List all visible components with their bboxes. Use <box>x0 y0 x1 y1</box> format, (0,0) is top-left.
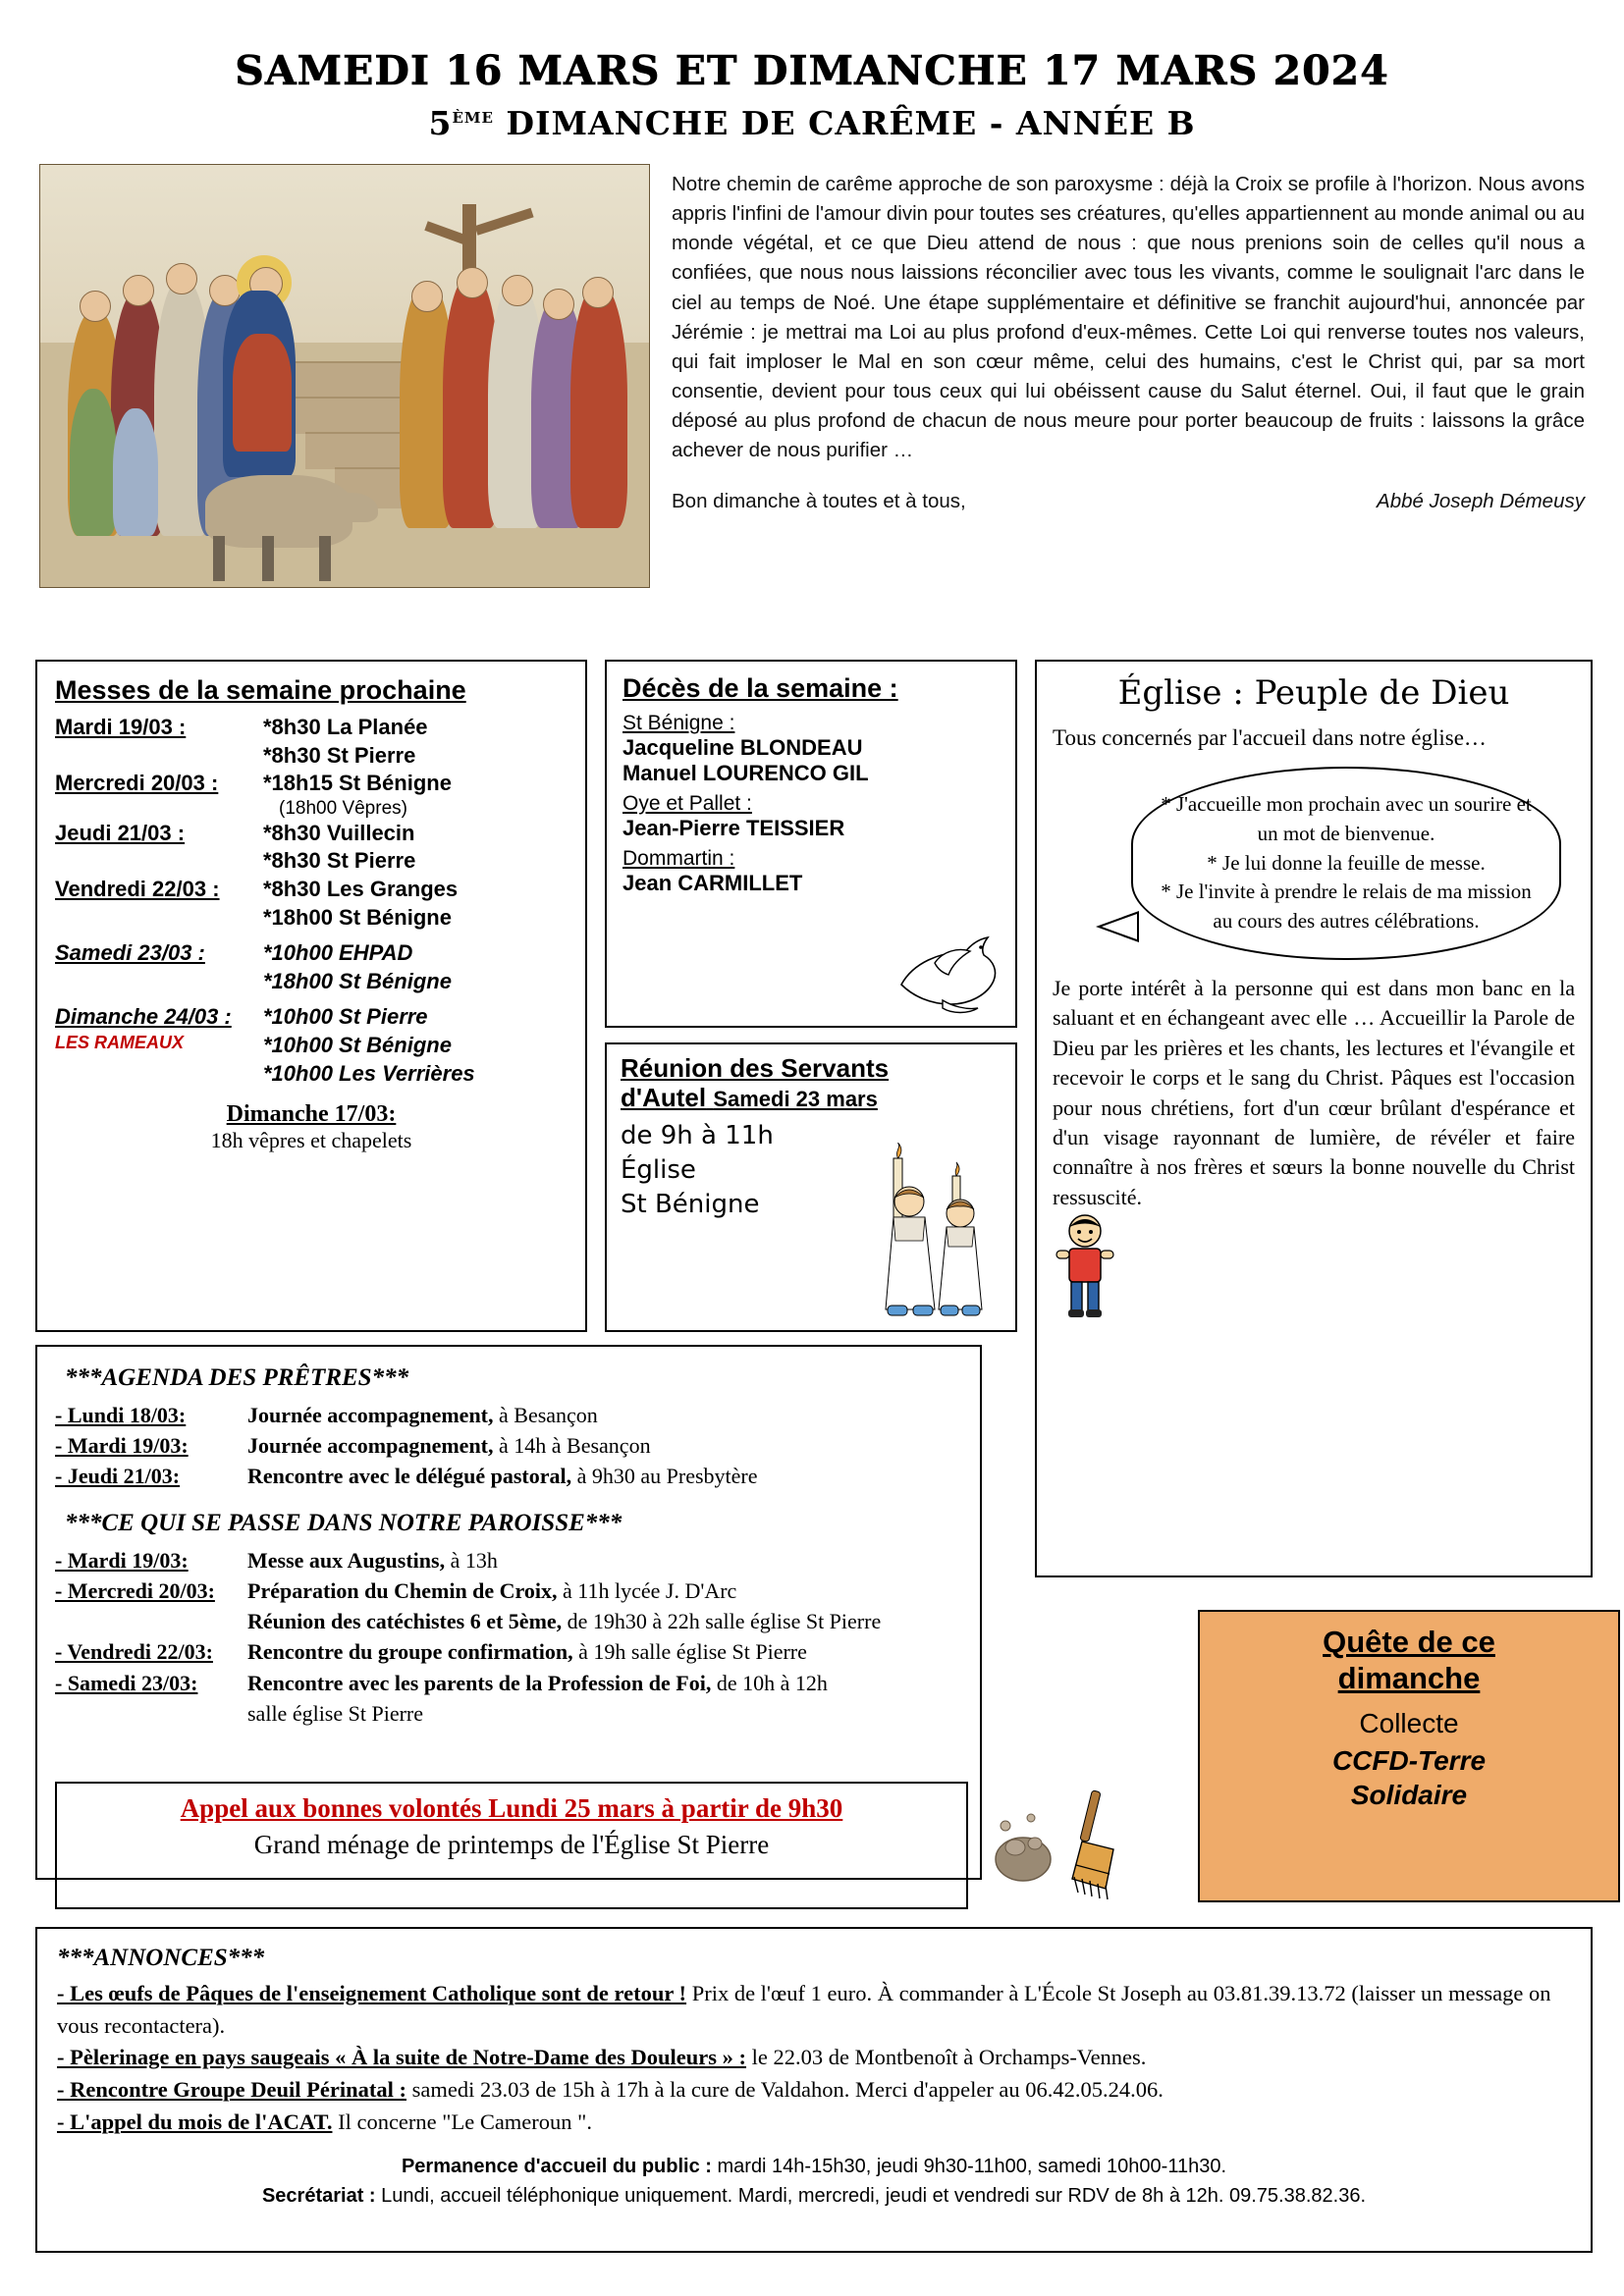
mass-value: *8h30 La Planée <box>263 715 428 739</box>
opening-hours-public: Permanence d'accueil du public : mardi 14h-15h30, jeudi 9h30-11h00, samedi 10h00-11h30. <box>401 2156 1227 2178</box>
child-icon <box>1051 1211 1119 1319</box>
mass-row <box>55 770 568 798</box>
parish-day: - Mercredi 20/03: <box>55 1577 215 1603</box>
mass-row <box>55 714 568 742</box>
parish-activity: Préparation du Chemin de Croix, <box>247 1577 558 1603</box>
volunteer-call-headline: Appel aux bonnes volontés Lundi 25 mars à partir de 9h30 <box>180 1793 843 1823</box>
death-place: Dommartin : <box>623 847 735 870</box>
deaths-box <box>605 660 1017 1028</box>
intro-signature: Abbé Joseph Démeusy <box>1377 490 1585 513</box>
agenda-detail: à 14h à Besançon <box>493 1433 651 1459</box>
intro-section <box>39 164 1585 588</box>
mass-value: *10h00 Les Verrières <box>263 1060 475 1086</box>
death-name: Manuel LOURENCO GIL <box>623 761 869 785</box>
death-name: Jean-Pierre TEISSIER <box>623 816 845 840</box>
dove-icon <box>884 924 1001 1018</box>
mass-value: *8h30 Vuillecin <box>263 820 415 845</box>
page-header <box>0 0 1624 142</box>
parish-title: ***CE QUI SE PASSE DANS NOTRE PAROISSE*** <box>65 1509 623 1536</box>
church-people-of-god-box <box>1035 660 1593 1577</box>
mass-row <box>55 939 568 968</box>
parish-detail: de 19h30 à 22h salle église St Pierre <box>562 1609 882 1634</box>
speech-bubble <box>1131 767 1561 960</box>
agenda-activity: Journée accompagnement, <box>247 1403 494 1427</box>
parish-detail: à 19h salle église St Pierre <box>572 1639 807 1665</box>
masses-footer <box>55 1101 568 1153</box>
mass-value: *10h00 St Bénigne <box>263 1032 452 1057</box>
announcement-headline: - Pèlerinage en pays saugeais « À la suite de Notre-Dame des Douleurs » : <box>57 2045 747 2070</box>
mass-row <box>55 1003 568 1032</box>
agenda-day: - Lundi 18/03: <box>55 1403 187 1427</box>
announcement-headline: - Les œufs de Pâques de l'enseignement Catholique sont de retour ! <box>57 1981 687 2005</box>
parish-day: - Vendredi 22/03: <box>55 1639 213 1665</box>
agenda-row <box>55 1430 962 1461</box>
mass-value: *18h15 St Bénigne <box>263 771 452 796</box>
masses-title: Messes de la semaine prochaine <box>55 675 466 705</box>
announcement-headline: - Rencontre Groupe Deuil Périnatal : <box>57 2076 406 2102</box>
collection-subtitle: Collecte <box>1359 1708 1459 1739</box>
bubble-line: * Je l'invite à prendre le relais de ma mission au cours des autres célébrations. <box>1161 880 1532 934</box>
intro-body: Notre chemin de carême approche de son paroxysme : déjà la Croix se profile à l'horizon. Nous avons appris l'infini de l'amour divin pour toutes ses créatures, qu'elles appartiennent au monde animal ou au monde végétal, et ce que Dieu attend de nous : que nous prenions soin de celles qu'il nous a confiées, que nous nous laissions réconcilier avec tous les vivants, comme le soulignait l'arc dans le ciel au temps de Noé. Une étape supplémentaire et définitive se franchit aujourd'hui, annoncée par Jérémie : je mettrai ma Loi au plus profond d'eux-mêmes. Cette Loi qui renverse toutes nos valeurs, qui fait imploser le Mal en son cœur même, celui des humains, c'est le Christ qui, par sa mort consentie, devient pour tous ceux qui lui obéissent cause du Salut éternel. Oui, il faut que le grain déposé au plus profond de chacun de nous meure pour porter beaucoup de fruits : laissons la grâce achever de nous purifier … <box>672 173 1585 462</box>
mass-value: *8h30 St Pierre <box>263 742 416 768</box>
parish-day: - Samedi 23/03: <box>55 1670 198 1695</box>
volunteer-call-text: Grand ménage de printemps de l'Église St Pierre <box>253 1830 770 1859</box>
mass-row <box>55 904 568 933</box>
death-name: Jean CARMILLET <box>623 871 803 895</box>
intro-greeting: Bon dimanche à toutes et à tous, <box>672 490 966 513</box>
intro-signature-row <box>672 487 1585 516</box>
mass-value: *10h00 St Pierre <box>263 1004 428 1030</box>
collection-title: Quête de ce dimanche <box>1323 1625 1495 1696</box>
parish-detail: de 10h à 12h <box>711 1670 828 1695</box>
mass-row <box>55 876 568 904</box>
volunteer-call-box <box>55 1782 968 1909</box>
parish-row <box>55 1575 962 1606</box>
mass-row <box>55 1060 568 1089</box>
announcement-item <box>57 1978 1571 2042</box>
agenda-row <box>55 1461 962 1491</box>
mass-row <box>55 1032 568 1060</box>
palm-sunday-tag: LES RAMEAUX <box>55 1032 185 1052</box>
mass-value: *18h00 St Bénigne <box>263 904 452 930</box>
mass-row <box>55 742 568 771</box>
agenda-detail: à 9h30 au Presbytère <box>571 1464 758 1489</box>
masses-footer-title: Dimanche 17/03: <box>226 1101 397 1128</box>
parish-row-cont: salle église St Pierre <box>247 1700 424 1726</box>
masses-box <box>35 660 587 1332</box>
mass-day: Jeudi 21/03 : <box>55 820 186 845</box>
mass-day: Dimanche 24/03 : <box>55 1004 232 1030</box>
boxes-row <box>35 660 1593 1332</box>
agenda-row <box>55 1400 962 1430</box>
mass-note: (18h00 Vêpres) <box>279 797 407 819</box>
mass-value: *10h00 EHPAD <box>263 940 413 966</box>
mass-row <box>55 820 568 848</box>
page-title: SAMEDI 16 MARS ET DIMANCHE 17 MARS 2024 <box>235 47 1389 94</box>
agenda-activity: Journée accompagnement, <box>247 1433 494 1459</box>
parish-detail: à 11h lycée J. D'Arc <box>557 1577 737 1603</box>
bubble-line: * J'accueille mon prochain avec un sourire et un mot de bienvenue. <box>1161 792 1532 845</box>
announcement-item <box>57 2042 1571 2074</box>
mass-day: Vendredi 22/03 : <box>55 876 220 901</box>
parish-detail: à 13h <box>445 1547 498 1573</box>
announcement-detail: Prix de l'œuf 1 euro. À commander à L'École St Joseph au 03.81.39.13.72 (laisser un message on vous recontactera). <box>57 1981 1551 2038</box>
mass-row <box>55 968 568 996</box>
mass-value: *18h00 St Bénigne <box>263 968 452 993</box>
deaths-title: Décès de la semaine : <box>623 673 898 703</box>
collection-organisation: CCFD-Terre Solidaire <box>1331 1745 1487 1811</box>
parish-row <box>55 1545 962 1575</box>
altar-servers-details: de 9h à 11h Église St Bénigne <box>621 1120 774 1219</box>
agenda-day: - Mardi 19/03: <box>55 1433 189 1459</box>
opening-hours-secretariat: Secrétariat : Lundi, accueil téléphonique uniquement. Mardi, mercredi, jeudi et vendredi sur RDV de 8h à 12h. 09.75.38.82.36. <box>261 2185 1367 2208</box>
entry-into-jerusalem-image <box>39 164 650 588</box>
death-place: St Bénigne : <box>623 712 735 734</box>
mass-value: *8h30 St Pierre <box>263 848 416 874</box>
speech-bubble-tail <box>1096 911 1139 942</box>
opening-hours <box>57 2152 1571 2211</box>
parish-day: - Mardi 19/03: <box>55 1547 189 1573</box>
announcement-detail: le 22.03 de Montbenoît à Orchamps-Vennes. <box>746 2045 1147 2070</box>
mass-day: Mardi 19/03 : <box>55 715 187 739</box>
announcements-box <box>35 1927 1593 2253</box>
masses-footer-text: 18h vêpres et chapelets <box>210 1128 412 1153</box>
announcement-headline: - L'appel du mois de l'ACAT. <box>57 2109 333 2134</box>
agenda-title: ***AGENDA DES PRÊTRES*** <box>65 1364 409 1391</box>
parish-activity: Rencontre du groupe confirmation, <box>247 1639 573 1665</box>
church-box-title: Église : Peuple de Dieu <box>1117 673 1510 713</box>
bubble-line: * Je lui donne la feuille de messe. <box>1207 850 1486 875</box>
agenda-day: - Jeudi 21/03: <box>55 1464 181 1489</box>
announcement-item <box>57 2107 1571 2139</box>
page-subtitle: 5ÈME DIMANCHE DE CARÊME - ANNÉE B <box>428 104 1196 142</box>
altar-servers-title: Réunion des Servants d'Autel Samedi 23 mars <box>621 1053 890 1112</box>
broom-icon <box>992 1787 1139 1904</box>
mass-value: *8h30 Les Granges <box>263 876 459 901</box>
parish-activity: Rencontre avec les parents de la Profession de Foi, <box>247 1670 712 1695</box>
mass-day: Samedi 23/03 : <box>55 940 205 966</box>
parish-row <box>55 1636 962 1667</box>
altar-servers-icon <box>858 1143 1005 1324</box>
mass-row <box>55 847 568 876</box>
agenda-detail: à Besançon <box>493 1403 598 1427</box>
altar-servers-date: Samedi 23 mars <box>713 1086 878 1111</box>
parish-activity: Réunion des catéchistes 6 et 5ème, <box>247 1609 563 1634</box>
church-box-lead: Tous concernés par l'accueil dans notre église… <box>1053 725 1487 750</box>
agenda-activity: Rencontre avec le délégué pastoral, <box>247 1464 572 1489</box>
announcements-title: ***ANNONCES*** <box>57 1945 265 1971</box>
death-place: Oye et Pallet : <box>623 792 752 815</box>
parish-row-cont <box>247 1606 962 1636</box>
announcement-detail: samedi 23.03 de 15h à 17h à la cure de Valdahon. Merci d'appeler au 06.42.05.24.06. <box>406 2076 1164 2102</box>
death-name: Jacqueline BLONDEAU <box>623 735 863 760</box>
parish-activity: Messe aux Augustins, <box>247 1547 446 1573</box>
church-box-body: Je porte intérêt à la personne qui est dans mon banc en la saluant et en échangeant avec elle … Accueillir la Parole de Dieu par les prières et les chants, les lectures et l'évangile et recevoir le corps et le sang du Christ. Pâques est l'occasion pour nous chrétiens, fort d'un cœur brûlant d'espérance et d'un visage rayonnant de lumière, de révéler et faire connaître à nos frères et sœurs la bonne nouvelle du Christ ressuscité. <box>1053 976 1575 1209</box>
intro-text <box>672 164 1585 588</box>
mass-day: Mercredi 20/03 : <box>55 771 219 796</box>
parish-row <box>55 1668 962 1698</box>
collection-box <box>1198 1610 1620 1902</box>
altar-servers-box <box>605 1042 1017 1332</box>
announcement-detail: Il concerne "Le Cameroun ". <box>332 2109 592 2134</box>
announcement-item <box>57 2074 1571 2107</box>
